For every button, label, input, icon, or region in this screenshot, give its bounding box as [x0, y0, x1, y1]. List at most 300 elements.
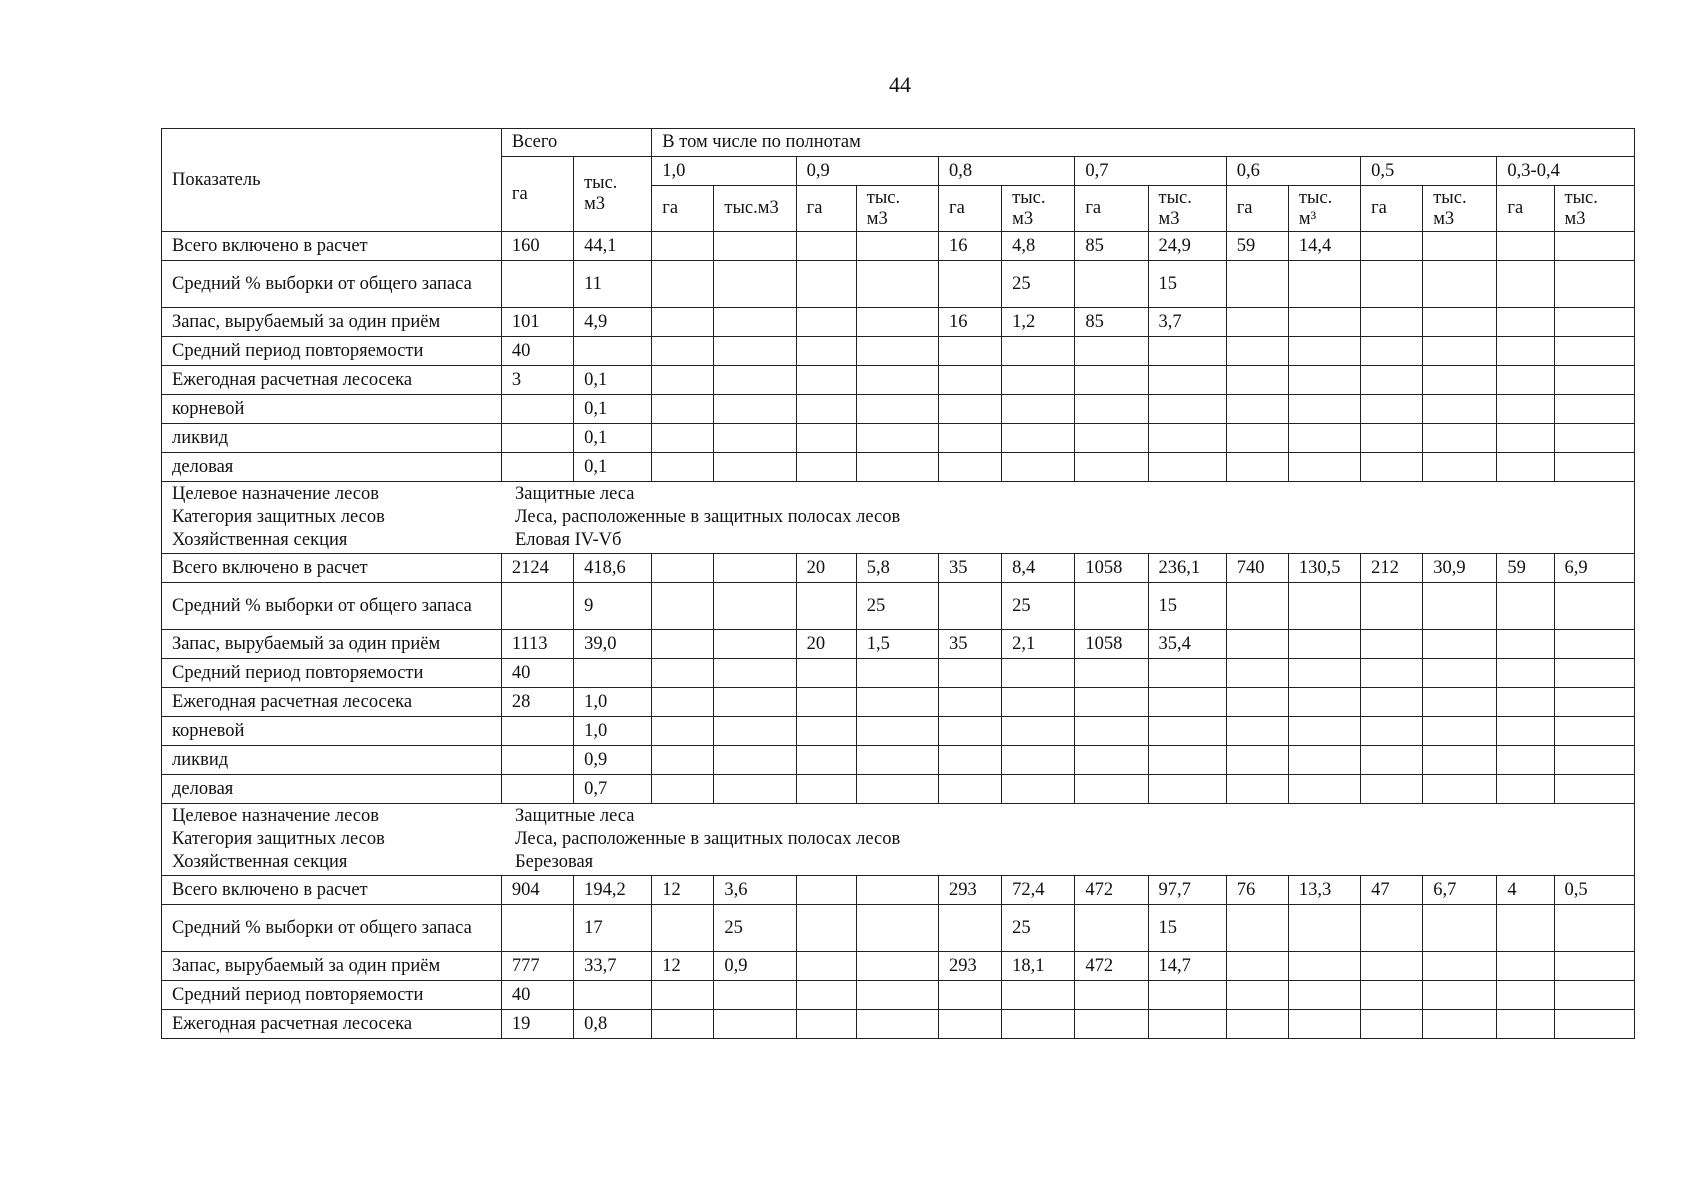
table-cell: [1497, 232, 1554, 261]
table-cell: [1002, 659, 1075, 688]
table-cell: 4,8: [1002, 232, 1075, 261]
table-cell: [652, 232, 714, 261]
table-cell: 20: [796, 630, 856, 659]
table-cell: [1148, 424, 1226, 453]
table-cell: 160: [501, 232, 573, 261]
table-cell: 4: [1497, 876, 1554, 905]
table-cell: [652, 746, 714, 775]
table-header: [162, 129, 1635, 232]
table-cell: 35: [938, 554, 1001, 583]
table-cell: [1554, 424, 1634, 453]
table-cell: [1361, 775, 1423, 804]
table-cell: 2124: [501, 554, 573, 583]
table-cell: [1075, 583, 1148, 630]
table-cell: 25: [1002, 261, 1075, 308]
table-cell: [796, 717, 856, 746]
protective-category-label: Категория защитных лесов: [172, 507, 385, 527]
table-cell: 418,6: [574, 554, 652, 583]
table-cell: [856, 261, 938, 308]
header-ha: га: [1361, 186, 1423, 232]
table-cell: 14,4: [1288, 232, 1360, 261]
table-cell: [714, 746, 796, 775]
table-cell: [796, 952, 856, 981]
table-cell: 18,1: [1002, 952, 1075, 981]
table-cell: [1148, 1010, 1226, 1039]
table-cell: [1148, 366, 1226, 395]
table-cell: [1226, 308, 1288, 337]
table-cell: [1497, 981, 1554, 1010]
table-cell: [1497, 630, 1554, 659]
header-density: 0,9: [796, 157, 938, 186]
protective-category-value: Леса, расположенные в защитных полосах лесов: [515, 507, 901, 527]
table-cell: [796, 583, 856, 630]
row-label: Средний период повторяемости: [162, 659, 502, 688]
table-cell: [856, 952, 938, 981]
table-cell: [1423, 688, 1497, 717]
table-cell: [1288, 337, 1360, 366]
table-cell: 293: [938, 876, 1001, 905]
table-cell: 0,1: [574, 366, 652, 395]
header-volume: тыс.м3: [714, 186, 796, 232]
economic-section-value: Березовая: [515, 852, 594, 872]
table-cell: [1288, 583, 1360, 630]
table-cell: 59: [1226, 232, 1288, 261]
table-cell: [1075, 366, 1148, 395]
table-cell: 9: [574, 583, 652, 630]
row-label: корневой: [162, 717, 502, 746]
table-cell: 0,1: [574, 424, 652, 453]
table-cell: 39,0: [574, 630, 652, 659]
table-row: [162, 876, 1635, 905]
protective-category-value: Леса, расположенные в защитных полосах лесов: [515, 829, 901, 849]
table-cell: [652, 453, 714, 482]
table-cell: [1288, 717, 1360, 746]
table-cell: [938, 424, 1001, 453]
table-cell: [1361, 981, 1423, 1010]
table-cell: [1226, 905, 1288, 952]
table-cell: [796, 876, 856, 905]
table-cell: [714, 775, 796, 804]
table-cell: [1361, 453, 1423, 482]
table-cell: [501, 717, 573, 746]
table-cell: [1075, 981, 1148, 1010]
header-density: 0,6: [1226, 157, 1360, 186]
table-cell: [1361, 746, 1423, 775]
table-cell: [1226, 453, 1288, 482]
table-cell: [1423, 775, 1497, 804]
table-cell: 1,5: [856, 630, 938, 659]
table-row: [162, 905, 1635, 952]
header-volume: тыс. м3: [1148, 186, 1226, 232]
table-cell: [1423, 453, 1497, 482]
forest-purpose-label: Целевое назначение лесов: [172, 484, 379, 504]
table-cell: [1497, 717, 1554, 746]
table-cell: [938, 746, 1001, 775]
table-cell: [1075, 717, 1148, 746]
table-cell: [1002, 453, 1075, 482]
table-cell: [1148, 746, 1226, 775]
table-cell: [1554, 337, 1634, 366]
table-cell: [1554, 1010, 1634, 1039]
table-cell: [1554, 952, 1634, 981]
table-cell: 25: [856, 583, 938, 630]
forest-purpose-value: Защитные леса: [515, 806, 635, 826]
table-cell: [1288, 746, 1360, 775]
table-cell: [1497, 366, 1554, 395]
table-cell: [856, 1010, 938, 1039]
table-cell: 85: [1075, 308, 1148, 337]
header-density: 0,7: [1075, 157, 1226, 186]
table-cell: 212: [1361, 554, 1423, 583]
table-cell: [714, 717, 796, 746]
economic-section-label: Хозяйственная секция: [172, 852, 348, 872]
table-cell: [1226, 746, 1288, 775]
header-ha: га: [938, 186, 1001, 232]
table-cell: [1002, 775, 1075, 804]
header-density: 0,3-0,4: [1497, 157, 1635, 186]
table-cell: [652, 981, 714, 1010]
header-volume: тыс. м3: [1002, 186, 1075, 232]
table-cell: 1058: [1075, 554, 1148, 583]
table-cell: [652, 688, 714, 717]
table-cell: [938, 583, 1001, 630]
table-cell: [652, 554, 714, 583]
table-cell: [1361, 688, 1423, 717]
table-cell: [1226, 775, 1288, 804]
table-cell: [1002, 424, 1075, 453]
table-cell: [1497, 659, 1554, 688]
table-cell: [1288, 630, 1360, 659]
table-row: [162, 746, 1635, 775]
table-cell: [1361, 630, 1423, 659]
table-cell: 44,1: [574, 232, 652, 261]
table-cell: [714, 337, 796, 366]
table-cell: [1554, 583, 1634, 630]
table-cell: 47: [1361, 876, 1423, 905]
row-label: Средний период повторяемости: [162, 337, 502, 366]
table-cell: [1075, 659, 1148, 688]
table-cell: [1497, 424, 1554, 453]
header-density: 1,0: [652, 157, 796, 186]
table-cell: [938, 688, 1001, 717]
table-cell: [1226, 659, 1288, 688]
table-cell: 14,7: [1148, 952, 1226, 981]
table-cell: [856, 395, 938, 424]
table-row: [162, 1010, 1635, 1039]
table-cell: [1002, 337, 1075, 366]
row-label: ликвид: [162, 746, 502, 775]
table-cell: [938, 261, 1001, 308]
table-cell: [796, 308, 856, 337]
table-cell: [856, 453, 938, 482]
economic-section-value: Еловая IV-Vб: [515, 530, 622, 550]
table-cell: [1497, 583, 1554, 630]
table-cell: 101: [501, 308, 573, 337]
table-cell: [796, 688, 856, 717]
table-cell: [856, 981, 938, 1010]
table-cell: [1423, 981, 1497, 1010]
table-cell: [1002, 366, 1075, 395]
table-cell: [1361, 905, 1423, 952]
table-cell: [1288, 261, 1360, 308]
table-cell: 0,8: [574, 1010, 652, 1039]
row-label: Всего включено в расчет: [162, 876, 502, 905]
table-cell: [1423, 717, 1497, 746]
header-volume: тыс. м3: [1554, 186, 1634, 232]
row-label: Всего включено в расчет: [162, 554, 502, 583]
table-cell: [501, 905, 573, 952]
table-cell: 24,9: [1148, 232, 1226, 261]
table-cell: [1497, 261, 1554, 308]
table-cell: [1002, 395, 1075, 424]
table-cell: [796, 905, 856, 952]
header-total-ha: га: [501, 157, 573, 232]
table-cell: [714, 659, 796, 688]
table-cell: 0,5: [1554, 876, 1634, 905]
table-cell: 8,4: [1002, 554, 1075, 583]
table-cell: 15: [1148, 583, 1226, 630]
table-cell: [1497, 905, 1554, 952]
table-cell: 1113: [501, 630, 573, 659]
table-row: [162, 232, 1635, 261]
table-cell: 72,4: [1002, 876, 1075, 905]
table-cell: [1075, 1010, 1148, 1039]
table-cell: [1075, 424, 1148, 453]
header-ha: га: [796, 186, 856, 232]
table-cell: [1554, 905, 1634, 952]
table-row: [162, 337, 1635, 366]
table-cell: [1075, 775, 1148, 804]
table-cell: [1361, 659, 1423, 688]
table-cell: [1554, 981, 1634, 1010]
table-cell: [652, 424, 714, 453]
table-cell: [1002, 688, 1075, 717]
table-cell: 16: [938, 308, 1001, 337]
table-cell: [1288, 1010, 1360, 1039]
table-cell: [652, 905, 714, 952]
table-cell: [501, 746, 573, 775]
table-cell: [501, 583, 573, 630]
table-cell: [1554, 659, 1634, 688]
table-row: [162, 366, 1635, 395]
table-cell: [1423, 659, 1497, 688]
table-cell: 6,9: [1554, 554, 1634, 583]
table-cell: 777: [501, 952, 573, 981]
table-cell: [938, 453, 1001, 482]
table-cell: 2,1: [1002, 630, 1075, 659]
table-cell: 740: [1226, 554, 1288, 583]
table-cell: [1288, 775, 1360, 804]
table-cell: [938, 1010, 1001, 1039]
table-cell: [856, 746, 938, 775]
table-cell: [714, 688, 796, 717]
table-cell: [1423, 337, 1497, 366]
table-cell: [1075, 395, 1148, 424]
row-label: Запас, вырубаемый за один приём: [162, 308, 502, 337]
row-label: Средний % выборки от общего запаса: [162, 583, 502, 630]
table-cell: [1361, 424, 1423, 453]
table-cell: [938, 659, 1001, 688]
table-row: [162, 395, 1635, 424]
table-cell: [652, 1010, 714, 1039]
table-cell: [1497, 337, 1554, 366]
table-cell: [1148, 659, 1226, 688]
table-cell: 25: [1002, 905, 1075, 952]
economic-section-label: Хозяйственная секция: [172, 530, 348, 550]
table-cell: 1,0: [574, 688, 652, 717]
table-cell: 130,5: [1288, 554, 1360, 583]
allowable-cut-table: [161, 128, 1635, 1039]
row-label: корневой: [162, 395, 502, 424]
table-row: [162, 261, 1635, 308]
table-cell: [501, 424, 573, 453]
table-cell: [652, 261, 714, 308]
table-cell: [1075, 453, 1148, 482]
table-row: [162, 717, 1635, 746]
header-density: 0,8: [938, 157, 1074, 186]
table-row: [162, 775, 1635, 804]
table-cell: 1058: [1075, 630, 1148, 659]
table-cell: [856, 337, 938, 366]
table-cell: 3: [501, 366, 573, 395]
table-row: [162, 630, 1635, 659]
table-cell: [1361, 952, 1423, 981]
table-cell: [1288, 308, 1360, 337]
table-cell: 1,2: [1002, 308, 1075, 337]
table-cell: 35: [938, 630, 1001, 659]
row-label: деловая: [162, 775, 502, 804]
table-cell: [856, 232, 938, 261]
table-cell: [1288, 952, 1360, 981]
header-volume: тыс. м3: [856, 186, 938, 232]
table-cell: [1075, 905, 1148, 952]
table-cell: [1554, 630, 1634, 659]
table-cell: [714, 308, 796, 337]
table-cell: 28: [501, 688, 573, 717]
table-cell: [938, 337, 1001, 366]
table-cell: [1075, 746, 1148, 775]
table-cell: [1226, 981, 1288, 1010]
table-cell: [1361, 337, 1423, 366]
table-cell: [1423, 905, 1497, 952]
table-cell: [1075, 261, 1148, 308]
table-cell: 236,1: [1148, 554, 1226, 583]
table-cell: [856, 905, 938, 952]
header-volume: тыс. м³: [1288, 186, 1360, 232]
table-cell: [1361, 308, 1423, 337]
table-cell: [574, 337, 652, 366]
table-cell: [1226, 395, 1288, 424]
table-cell: [652, 583, 714, 630]
header-by-density: В том числе по полнотам: [652, 129, 1635, 157]
table-cell: [1002, 746, 1075, 775]
table-cell: [938, 981, 1001, 1010]
table-row: [162, 453, 1635, 482]
table-cell: [938, 395, 1001, 424]
table-cell: 19: [501, 1010, 573, 1039]
header-ha: га: [1497, 186, 1554, 232]
header-ha: га: [1075, 186, 1148, 232]
table-cell: [501, 261, 573, 308]
table-cell: [1497, 952, 1554, 981]
table-cell: [714, 1010, 796, 1039]
table-cell: [856, 688, 938, 717]
table-cell: 15: [1148, 905, 1226, 952]
table-cell: 33,7: [574, 952, 652, 981]
page-number: 44: [889, 72, 911, 97]
table-cell: [714, 453, 796, 482]
table-cell: [1497, 775, 1554, 804]
table-cell: 16: [938, 232, 1001, 261]
table-cell: [714, 630, 796, 659]
table-cell: [1075, 337, 1148, 366]
table-row: [162, 424, 1635, 453]
table-cell: 40: [501, 659, 573, 688]
table-cell: [1226, 337, 1288, 366]
table-cell: 4,9: [574, 308, 652, 337]
table-cell: [652, 308, 714, 337]
table-cell: [796, 366, 856, 395]
table-cell: [1288, 424, 1360, 453]
table-cell: 85: [1075, 232, 1148, 261]
row-label: Ежегодная расчетная лесосека: [162, 1010, 502, 1039]
table-cell: [796, 659, 856, 688]
table-cell: [938, 775, 1001, 804]
table-cell: [714, 395, 796, 424]
table-cell: [938, 717, 1001, 746]
table-cell: [796, 337, 856, 366]
table-cell: [1288, 366, 1360, 395]
table-cell: 76: [1226, 876, 1288, 905]
table-cell: [1002, 981, 1075, 1010]
row-label: ликвид: [162, 424, 502, 453]
table-cell: [1423, 746, 1497, 775]
table-cell: [1497, 453, 1554, 482]
table-cell: [856, 424, 938, 453]
table-cell: [1423, 424, 1497, 453]
table-cell: [856, 876, 938, 905]
table-cell: [501, 775, 573, 804]
table-cell: [938, 366, 1001, 395]
table-cell: 0,9: [714, 952, 796, 981]
table-cell: [796, 232, 856, 261]
row-label: Средний период повторяемости: [162, 981, 502, 1010]
header-total: Всего: [501, 129, 651, 157]
table-cell: [1554, 775, 1634, 804]
table-cell: [652, 630, 714, 659]
table-cell: [856, 308, 938, 337]
table-cell: [1497, 308, 1554, 337]
row-label: Средний % выборки от общего запаса: [162, 905, 502, 952]
table-cell: 12: [652, 952, 714, 981]
table-row: [162, 981, 1635, 1010]
table-cell: [938, 905, 1001, 952]
table-cell: 30,9: [1423, 554, 1497, 583]
table-cell: [1226, 952, 1288, 981]
table-cell: [652, 366, 714, 395]
table-cell: [1226, 1010, 1288, 1039]
table-cell: 40: [501, 981, 573, 1010]
forest-purpose-label: Целевое назначение лесов: [172, 806, 379, 826]
header-total-volume: тыс. м3: [574, 157, 652, 232]
section-info: [162, 804, 1635, 876]
table-cell: [1554, 453, 1634, 482]
table-cell: 3,7: [1148, 308, 1226, 337]
table-cell: 59: [1497, 554, 1554, 583]
table-cell: 15: [1148, 261, 1226, 308]
table-cell: [1148, 981, 1226, 1010]
table-cell: [1423, 630, 1497, 659]
